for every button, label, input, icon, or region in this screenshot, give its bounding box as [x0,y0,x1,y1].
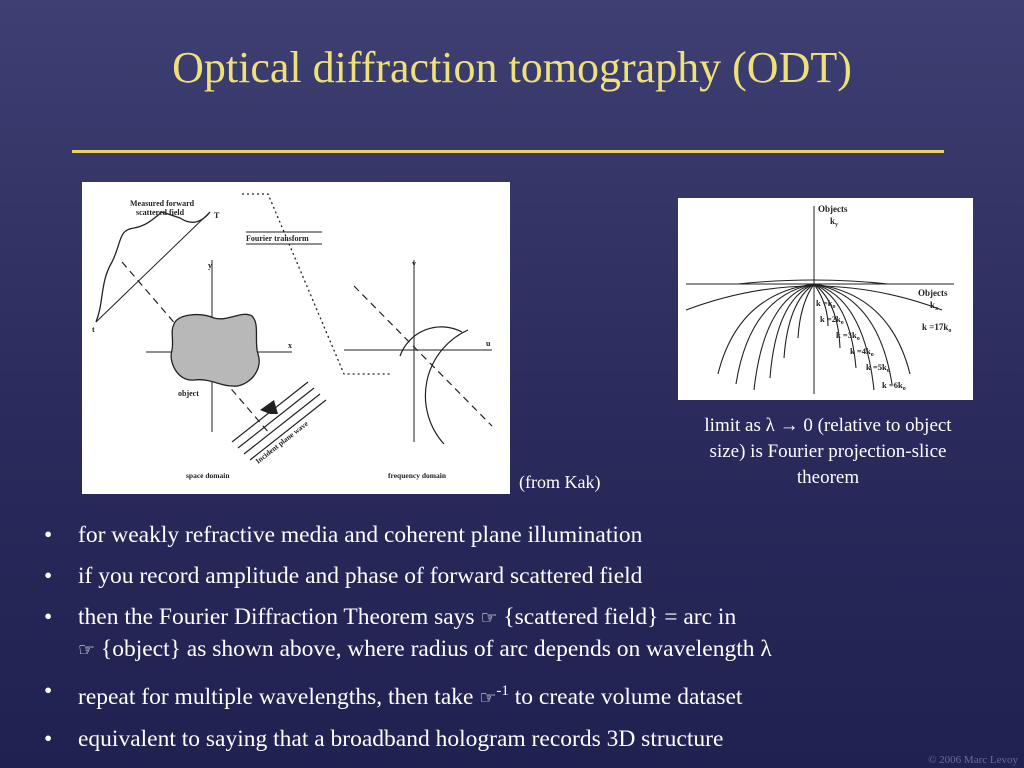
fourier-icon: ☞ [78,639,96,661]
label-fourier: Fourier transform [246,234,309,243]
label-t2: T [214,211,220,220]
label-k1: $k =k_o$ [816,298,836,310]
bullet-text: {scattered field} = arc in [503,604,737,630]
label-frequency-domain: frequency domain [388,471,446,480]
fourier-icon: ☞ [479,686,497,709]
bullet-dot: • [44,725,53,752]
bullet-item [44,520,1004,551]
bullet-dot: • [44,522,53,548]
label-k5: $k =5k_o$ [866,362,890,374]
bullet-text: if you record amplitude and phase of forward scattered field [78,563,643,589]
bullet-item [44,676,1004,714]
bullet-dot: • [44,563,53,589]
title-underline [72,150,944,153]
bullet-text: then the Fourier Diffraction Theorem says [78,604,475,630]
bullet-item [44,602,1004,666]
label-k17: $k =17k_o$ [922,322,952,334]
bullet-list [44,520,1004,765]
label-y: y [208,261,212,270]
figure-credit: (from Kak) [519,472,601,492]
label-space-domain: space domain [186,471,230,480]
bullet-text: for weakly refractive media and coherent plane illumination [78,522,643,548]
fourier-icon: ☞ [480,607,498,629]
bullet-text: equivalent to saying that a broadband hologram records 3D structure [78,725,724,752]
slide-title: Optical diffraction tomography (ODT) [172,43,852,92]
label-k6: $k =6k_o$ [882,380,906,392]
copyright-notice: © 2006 Marc Levoy [928,754,1018,766]
label-object: object [178,389,199,398]
inverse-superscript: -1 [496,683,509,699]
label-kx: $k_x$ [930,300,939,312]
bullet-text: to create volume dataset [514,683,743,710]
bullet-text: repeat for multiple wavelengths, then take [78,683,474,710]
label-t: t [92,325,95,334]
label-v: v [412,259,416,268]
label-u: u [486,339,491,348]
label-objects-y: Objects [818,204,848,214]
label-objects-x: Objects [918,288,948,298]
label-measured: Measured forward [130,199,195,208]
figure-caption: limit as λ → 0 (relative to object size) is Fourier projection-slice theorem [704,415,952,488]
bullet-item [44,724,1004,755]
label-incident: Incident plane wave [253,418,310,466]
bullet-text: {object} as shown above, where radius of arc depends on wavelength λ [100,636,772,662]
arc-diagram [678,198,973,400]
label-x: x [288,341,292,350]
bullet-dot: • [44,678,53,704]
label-k2: $k =2k_o$ [820,314,844,326]
label-ky: $k_y$ [830,216,839,228]
label-scattered: scattered field [136,208,185,217]
bullet-dot: • [44,604,53,630]
label-k4: $k =4k_o$ [850,346,874,358]
odt-diagram [82,182,510,494]
bullet-item [44,561,1004,592]
label-k3: $k =3k_o$ [836,330,860,342]
